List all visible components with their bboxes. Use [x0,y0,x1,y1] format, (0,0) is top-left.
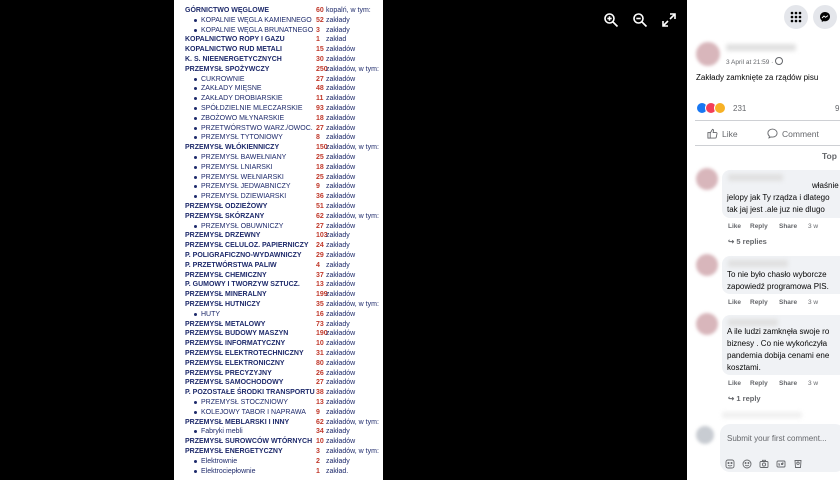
document-row [174,280,383,289]
document-row-label: PRZEMYSŁ SAMOCHODOWY [185,379,284,387]
bullet-icon [194,313,197,316]
document-row-label: PRZEMYSŁ MEBLARSKI I INNY [185,418,290,426]
document-row-count: 62 [316,418,324,426]
document-row-label: PRZEMYSŁ BUDOWY MASZYN [185,330,289,338]
document-row-count: 80 [316,359,324,367]
document-row-label: Elektrownie [201,457,238,465]
document-row-count: 10 [316,340,324,348]
sort-dropdown[interactable]: Top [822,151,837,161]
document-row [174,251,383,260]
document-row-count: 27 [316,75,324,83]
document-row-label: KOPALNICTWO RUD METALI [185,46,282,54]
bullet-icon [194,136,197,139]
document-row [174,388,383,397]
comment-text-line: zapowiedź programowa PIS. [727,282,829,291]
bullet-icon [194,87,197,90]
document-row-unit: zakłady [326,261,350,269]
document-row [174,35,383,44]
document-row-unit: zakładów [326,85,356,93]
document-row-label: K. S. NIEENERGETYCZNYCH [185,56,282,63]
document-row-unit: zakłady [326,428,350,436]
document-row-count: 2 [316,457,320,465]
document-row-label: PRZEMYSŁ WEŁNIARSKI [201,173,284,181]
post-timestamp[interactable]: 3 April at 21:59 · [726,57,783,66]
document-row-label: P. GUMOWY I TWORZYW SZTUCZ. [185,281,300,289]
document-row-unit: zakładów [326,438,356,446]
document-row-count: 16 [316,310,324,318]
document-row-unit: zakładów, w tym: [326,448,379,455]
document-row [174,6,383,15]
document-row-count: 103 [316,232,328,240]
bullet-icon [194,29,197,32]
document-row-count: 38 [316,389,324,397]
document-row [174,153,383,162]
comment-reply-link[interactable]: Reply [750,299,768,306]
comment-text-line: To nie było chasło wyborcze [727,270,827,279]
document-row [174,202,383,211]
document-row-label: P. PRZETWÓRSTWA PALIW [185,261,277,269]
document-row [174,104,383,113]
document-row-label: PRZEMYSŁ SUROWCÓW WTÓRNYCH [185,438,313,446]
document-row-count: 3 [316,448,320,455]
document-row-unit: zakład. [326,467,349,475]
laugh-reaction-icon [714,102,726,114]
document-row-count: 15 [316,46,324,54]
document-row-unit: zakładów [326,222,356,230]
document-row-unit: zakładów [326,291,356,299]
document-row-count: 26 [316,369,324,377]
comments-sidebar [687,0,840,480]
document-row-count: 62 [316,212,324,220]
document-row-unit: zakładów [326,134,356,142]
document-row-label: PRZEMYSŁ MINERALNY [185,291,267,299]
document-row [174,163,383,172]
document-row-unit: zakładów [326,252,356,259]
document-row-unit: zakładów [326,46,356,54]
document-row-unit: zakłady [326,457,350,465]
divider [695,120,840,121]
comment-button[interactable]: Comment [767,128,819,139]
bullet-icon [194,225,197,228]
document-row [174,457,383,466]
document-row-label: PRZEMYSŁ DRZEWNY [185,232,261,240]
document-row [174,143,383,152]
apps-grid-icon[interactable] [784,5,808,29]
document-row-label: ZBOŻOWO MŁYNARSKIE [201,114,285,122]
top-bar [687,0,840,34]
bullet-icon [194,470,197,473]
document-row [174,75,383,84]
document-row-count: 25 [316,173,324,181]
document-row-count: 1 [316,467,320,475]
bullet-icon [194,176,197,179]
comment-share-link[interactable]: Share [779,380,798,387]
document-row [174,55,383,64]
document-row-unit: zakładów [326,114,356,122]
comment-reply-link[interactable]: Reply [750,380,768,387]
document-row-count: 8 [316,134,320,142]
document-row [174,359,383,368]
document-row-unit: zakłady [326,26,350,34]
document-row [174,241,383,250]
comment-text-line: kosztami. [727,363,761,372]
zoom-out-icon[interactable] [632,12,648,28]
bullet-icon [194,430,197,433]
document-row [174,290,383,299]
document-row-count: 9 [316,183,320,191]
reply-arrow-icon: ↪ [728,237,735,246]
document-row [174,447,383,456]
comment-text-line: biznesy . Co nie wykończyła [727,339,828,348]
document-row [174,133,383,142]
commenter-avatar[interactable] [696,168,718,190]
document-row-unit: zakładów [326,359,356,367]
document-row [174,45,383,54]
document-row-unit: zakładów [326,281,356,289]
document-row-unit: zakładów [326,163,356,171]
messenger-icon[interactable] [813,5,837,29]
document-row [174,94,383,103]
comment-reply-link[interactable]: Reply [750,223,768,230]
globe-icon [775,57,783,65]
document-row-unit: kopalń, w tym: [326,7,371,14]
document-row-unit: zakładów [326,75,356,83]
document-row-label: ZAKŁADY DROBIARSKIE [201,95,283,103]
comment-text-line: pandemia dobija cenami ene [727,351,830,360]
document-row-label: PRZEMYSŁ HUTNICZY [185,301,261,308]
document-row [174,320,383,329]
document-row [174,84,383,93]
bullet-icon [194,117,197,120]
document-row-count: 13 [316,399,324,406]
document-row [174,173,383,182]
bullet-icon [194,107,197,110]
document-row-unit: zakładów [326,154,356,161]
view-replies-link[interactable]: ↪ 5 replies [728,237,767,246]
bullet-icon [194,195,197,198]
document-row-label: PRZEMYSŁ WŁÓKIENNICZY [185,144,280,152]
document-row-count: 93 [316,105,324,112]
post-text: Zakłady zamknięte za rządów pisu [696,73,819,82]
document-row-label: PRZEMYSŁ SPOŻYWCZY [185,65,270,73]
document-row [174,192,383,201]
document-row-count: 51 [316,203,324,210]
document-row-label: PRZEMYSŁ INFORMATYCZNY [185,340,286,348]
comment-time[interactable]: 3 w [808,380,819,387]
document-row-unit: zakładów [326,56,356,63]
document-row [174,222,383,231]
commenter-avatar[interactable] [696,313,718,335]
document-row-label: PRZEMYSŁ CELULOZ. PAPIERNICZY [185,242,309,250]
like-button[interactable]: Like [707,128,738,139]
document-row-unit: zakładów [326,193,356,201]
camera-icon[interactable] [759,456,769,466]
document-row-unit: zakładów [326,369,356,377]
document-row-count: 1 [316,36,320,44]
comment-share-link[interactable]: Share [779,299,798,306]
document-row-label: PRZEMYSŁ STOCZNIOWY [201,399,288,406]
document-row-count: 60 [316,7,324,14]
bullet-icon [194,460,197,463]
comment-text-line: tak jaj jest .ale juz nie dlugo [727,205,825,214]
bullet-icon [194,97,197,100]
document-row-label: Elektrociepłownie [201,467,256,475]
document-row [174,349,383,358]
document-row [174,182,383,191]
document-row-label: PRZEMYSŁ ODZIEŻOWY [185,203,268,210]
comment-text-line: jelopy jak Ty rządza i dlatego [727,193,830,202]
document-row-count: 25 [316,154,324,161]
document-row-count: 27 [316,222,324,230]
document-row-count: 27 [316,124,324,132]
bullet-icon [194,166,197,169]
document-row-label: SPÓŁDZIELNIE MLECZARSKIE [201,105,303,112]
divider [695,145,840,146]
document-row-label: PRZEMYSŁ OBUWNICZY [201,222,284,230]
document-row-count: 27 [316,379,324,387]
document-row [174,437,383,446]
document-row-count: 199 [316,291,328,299]
comment-text-line: A ile ludzi zamknęła swoje ro [727,327,830,336]
comment-like-link[interactable]: Like [728,223,742,230]
document-row-label: PRZEMYSŁ ELEKTRONICZNY [185,359,285,367]
document-row-unit: zakładów [326,408,356,416]
bullet-icon [194,401,197,404]
document-row [174,369,383,378]
partial-count: 9 [835,104,840,113]
emoji-icon[interactable] [742,456,752,466]
sticker-icon[interactable] [725,456,735,466]
author-name-blurred [726,44,796,51]
document-row [174,26,383,35]
document-row [174,271,383,280]
document-row-count: 35 [316,301,324,308]
document-row-label: PRZEMYSŁ JEDWABNICZY [201,183,291,191]
document-row [174,418,383,427]
document-row-unit: zakładów, w tym: [326,212,379,220]
bullet-icon [194,156,197,159]
reaction-count[interactable]: 231 [733,104,747,113]
comment-input[interactable] [720,424,840,472]
reaction-icons[interactable] [696,102,726,114]
next-comment-blurred [722,412,802,418]
like-icon [707,128,718,139]
document-row-unit: zakładów, w tym: [326,301,379,308]
document-row-count: 11 [316,95,324,103]
document-row-label: PRZEMYSŁ TYTONIOWY [201,134,283,142]
comment-text-line: właśnie [812,181,839,190]
document-row [174,65,383,74]
bullet-icon [194,127,197,130]
document-row-label: PRZETWÓRSTWO WARZ./OWOC. [201,124,313,132]
document-row-count: 150 [316,144,328,152]
document-row-unit: zakład [326,36,347,44]
fullscreen-icon[interactable] [661,12,677,28]
document-row-count: 18 [316,114,324,122]
avatar-sticker-icon[interactable] [793,456,803,466]
document-row-unit: zakładów [326,183,356,191]
zoom-in-icon[interactable] [603,12,619,28]
document-row-unit: zakładów [326,124,356,132]
document-row-label: PRZEMYSŁ BAWEŁNIANY [201,154,287,161]
document-row-label: GÓRNICTWO WĘGLOWE [185,7,269,14]
document-row-unit: zakładów [326,389,356,397]
author-avatar[interactable] [696,42,720,66]
document-row-label: PRZEMYSŁ LNIARSKI [201,163,273,171]
commenter-name-blurred [728,260,788,267]
document-row-unit: zakładów [326,173,356,181]
document-row [174,329,383,338]
document-row-count: 250 [316,65,328,73]
document-row-count: 30 [316,56,324,63]
document-row-label: Fabryki mebli [201,428,243,436]
document-row-count: 31 [316,350,324,357]
bullet-icon [194,19,197,22]
comment-time[interactable]: 3 w [808,223,819,230]
document-row-count: 29 [316,252,324,259]
document-row-label: KOLEJOWY TABOR I NAPRAWA [201,408,306,416]
document-row-unit: zakłady [326,320,350,328]
document-image [174,0,383,480]
document-row-count: 3 [316,26,320,34]
comment-like-link[interactable]: Like [728,299,742,306]
document-row-unit: zakładów, w tym: [326,144,379,152]
document-row [174,378,383,387]
document-row-unit: zakładów [326,203,356,210]
document-row-unit: zakładów [326,399,356,406]
commenter-name-blurred [728,319,778,326]
bullet-icon [194,78,197,81]
document-row-unit: zakłady [326,232,350,240]
document-row-unit: zakładów [326,379,356,387]
document-row-label: KOPALNIE WĘGLA BRUNATNEGO [201,26,314,34]
document-row-unit: zakładów, w tym: [326,418,379,426]
document-row-count: 18 [316,163,324,171]
document-row-unit: zakładów [326,350,356,357]
document-row-unit: zakładów [326,310,356,318]
gif-icon[interactable] [776,456,786,466]
document-row [174,261,383,270]
document-row [174,467,383,476]
document-row-unit: zakładów [326,95,356,103]
document-row-label: PRZEMYSŁ SKÓRZANY [185,212,265,220]
document-row-count: 37 [316,271,324,279]
document-row-count: 10 [316,438,324,446]
document-row-label: PRZEMYSŁ ELEKTROTECHNICZNY [185,350,304,357]
document-row-unit: zakładów [326,340,356,348]
document-row [174,231,383,240]
document-row [174,310,383,319]
comment-icon [767,128,778,139]
document-row-unit: zakładów [326,271,356,279]
bullet-icon [194,185,197,188]
commenter-avatar[interactable] [696,254,718,276]
document-row-count: 9 [316,408,320,416]
document-row [174,16,383,25]
document-row [174,300,383,309]
document-row [174,398,383,407]
document-row-count: 52 [316,16,324,24]
comment-input-placeholder: Submit your first comment... [727,434,827,443]
document-row-unit: zakłady [326,16,350,24]
document-row-label: KOPALNIE WĘGLA KAMIENNEGO [201,16,312,24]
reply-arrow-icon: ↪ [728,394,735,403]
document-row-label: ZAKŁADY MIĘSNE [201,85,262,93]
document-row-unit: zakładów [326,105,356,112]
document-row [174,339,383,348]
comment-like-link[interactable]: Like [728,380,742,387]
commenter-name-blurred [728,174,783,181]
document-row-count: 36 [316,193,324,201]
document-row [174,212,383,221]
document-row-label: P. POLIGRAFICZNO-WYDAWNICZY [185,252,302,259]
comment-share-link[interactable]: Share [779,223,798,230]
document-row-label: HUTY [201,310,221,318]
document-row-label: KOPALNICTWO ROPY I GAZU [185,36,285,44]
document-row [174,427,383,436]
document-row-label: PRZEMYSŁ CHEMICZNY [185,271,267,279]
document-row-label: PRZEMYSŁ METALOWY [185,320,266,328]
comment-time[interactable]: 3 w [808,299,819,306]
view-replies-link[interactable]: ↪ 1 reply [728,394,761,403]
composer-tools [725,456,803,466]
document-row [174,124,383,133]
document-row-label: PRZEMYSŁ PRECYZYJNY [185,369,272,377]
document-row [174,408,383,417]
document-row-count: 24 [316,242,324,250]
document-row-label: P. POZOSTAŁE ŚRODKI TRANSPORTU [185,389,315,397]
document-row-count: 13 [316,281,324,289]
document-row-label: CUKROWNIE [201,75,245,83]
my-avatar[interactable] [696,426,714,444]
document-row-count: 73 [316,320,324,328]
bullet-icon [194,411,197,414]
document-row-count: 4 [316,261,320,269]
document-row [174,114,383,123]
document-row-count: 48 [316,85,324,93]
document-row-label: PRZEMYSŁ ENERGETYCZNY [185,448,283,455]
document-row-unit: zakładów, w tym: [326,65,379,73]
document-row-unit: zakładów [326,330,356,338]
document-row-count: 34 [316,428,324,436]
document-row-label: PRZEMYSŁ DZIEWIARSKI [201,193,287,201]
document-row-unit: zakłady [326,242,350,250]
document-row-count: 190 [316,330,328,338]
